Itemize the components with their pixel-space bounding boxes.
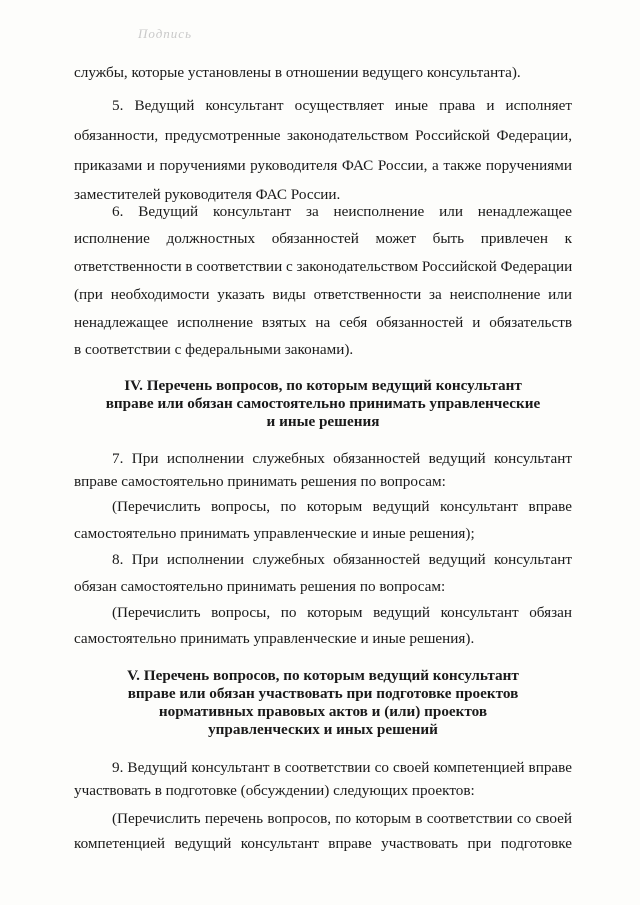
paragraph-8-list-line-2: самостоятельно принимать управленческие и иные решения). <box>74 630 475 647</box>
paragraph-9-line-1: 9. Ведущий консультант в соответствии со своей компетенцией вправе <box>112 759 572 776</box>
paragraph-8-list-line-1: (Перечислить вопросы, по которым ведущий консультант обязан <box>112 604 572 621</box>
paragraph-9-list-line-1: (Перечислить перечень вопросов, по которым в соответствии со своей <box>112 810 572 827</box>
paragraph-7-line-2: вправе самостоятельно принимать решения по вопросам: <box>74 473 446 490</box>
paragraph-6-line-1: 6. Ведущий консультант за неисполнение или ненадлежащее <box>112 203 572 220</box>
paragraph-5-line-3: приказами и поручениями руководителя ФАС России, а также поручениями <box>74 157 572 174</box>
section-5-heading-line-1: V. Перечень вопросов, по которым ведущий консультант <box>127 667 519 684</box>
paragraph-6-line-4: (при необходимости указать виды ответственности за неисполнение или <box>74 286 572 303</box>
paragraph-6-line-3: ответственности в соответствии с законодательством Российской Федерации <box>74 258 573 275</box>
text-line: службы, которые установлены в отношении ведущего консультанта). <box>74 64 521 81</box>
paragraph-7-line-1: 7. При исполнении служебных обязанностей ведущий консультант <box>112 450 572 467</box>
section-4-heading-line-2: вправе или обязан самостоятельно принимать управленческие <box>105 395 541 412</box>
paragraph-5-line-1: 5. Ведущий консультант осуществляет иные права и исполняет <box>112 97 572 114</box>
section-5-heading-line-4: управленческих и иных решений <box>208 721 438 738</box>
paragraph-6-line-2: исполнение должностных обязанностей может быть привлечен к <box>74 230 572 247</box>
section-5-heading-line-3: нормативных правовых актов и (или) проектов <box>158 703 488 720</box>
paragraph-7-list-line-1: (Перечислить вопросы, по которым ведущий консультант вправе <box>112 498 572 515</box>
paragraph-9-list-line-2: компетенцией ведущий консультант вправе участвовать при подготовке <box>74 835 572 852</box>
paragraph-5-line-4: заместителей руководителя ФАС России. <box>74 186 341 203</box>
section-5-heading-line-2: вправе или обязан участвовать при подготовке проектов <box>127 685 519 702</box>
paragraph-8-line-2: обязан самостоятельно принимать решения по вопросам: <box>74 578 446 595</box>
section-4-heading-line-1: IV. Перечень вопросов, по которым ведущий консультант <box>124 377 522 394</box>
paragraph-7-list-line-2: самостоятельно принимать управленческие и иные решения); <box>74 525 475 542</box>
section-4-heading-line-3: и иные решения <box>266 413 380 430</box>
faint-stamp: Подпись <box>138 26 192 41</box>
paragraph-8-line-1: 8. При исполнении служебных обязанностей ведущий консультант <box>112 551 572 568</box>
paragraph-6-line-6: в соответствии с федеральными законами). <box>74 341 354 358</box>
paragraph-9-line-2: участвовать в подготовке (обсуждении) следующих проектов: <box>74 782 475 799</box>
paragraph-6-line-5: ненадлежащее исполнение взятых на себя обязанностей и обязательств <box>74 314 572 331</box>
paragraph-5-line-2: обязанности, предусмотренные законодательством Российской Федерации, <box>74 127 572 144</box>
